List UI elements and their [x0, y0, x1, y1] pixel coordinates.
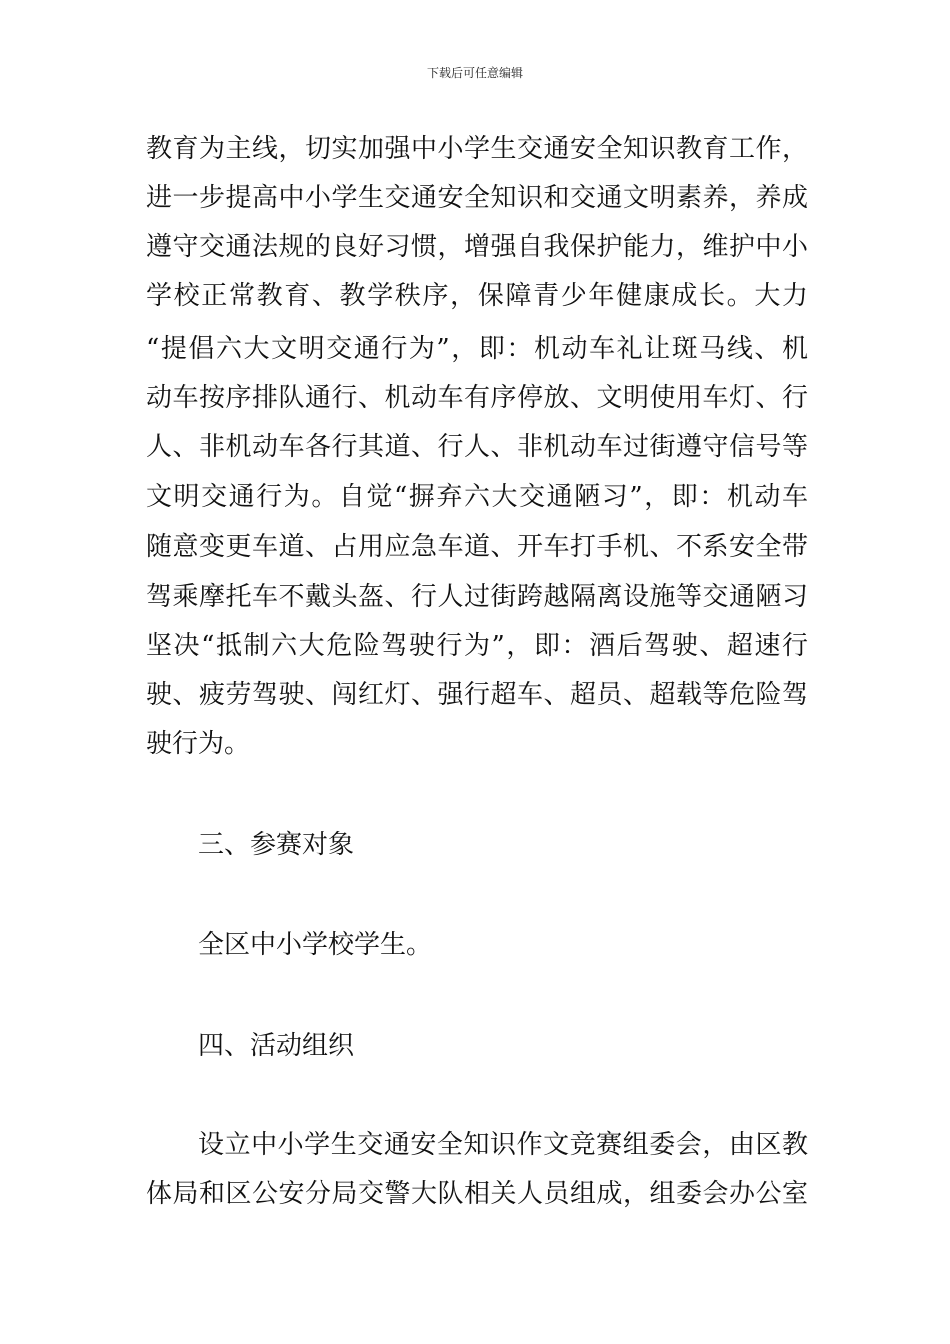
paragraph-line: 进一步提高中小学生交通安全知识和交通文明素养，养成	[146, 183, 808, 213]
organization-line: 设立中小学生交通安全知识作文竞赛组委会，由区教	[198, 1130, 808, 1160]
paragraph-line: 遵守交通法规的良好习惯，增强自我保护能力，维护中小	[146, 232, 808, 262]
paragraph-line: 坚决“抵制六大危险驾驶行为”，即：酒后驾驶、超速行	[146, 631, 808, 661]
paragraph-line: 随意变更车道、占用应急车道、开车打手机、不系安全带	[146, 532, 808, 562]
paragraph-line: 教育为主线，切实加强中小学生交通安全知识教育工作，	[146, 134, 808, 164]
paragraph-line: 人、非机动车各行其道、行人、非机动车过街遵守信号等	[146, 432, 808, 462]
paragraph-line: 驾乘摩托车不戴头盔、行人过街跨越隔离设施等交通陋习	[146, 582, 808, 612]
organization-line: 体局和区公安分局交警大队相关人员组成，组委会办公室	[146, 1179, 808, 1209]
participants-text: 全区中小学校学生。	[198, 930, 433, 960]
section-heading-organization: 四、活动组织	[198, 1031, 355, 1061]
section-heading-participants: 三、参赛对象	[198, 830, 355, 860]
page-header: 下载后可任意编辑	[426, 66, 523, 80]
paragraph-line: 动车按序排队通行、机动车有序停放、文明使用车灯、行	[146, 383, 808, 413]
paragraph-line: “提倡六大文明交通行为”，即：机动车礼让斑马线、机	[146, 334, 808, 364]
paragraph-line: 驶、疲劳驾驶、闯红灯、强行超车、超员、超载等危险驾	[146, 680, 808, 710]
paragraph-line: 学校正常教育、教学秩序，保障青少年健康成长。大力	[146, 281, 808, 311]
paragraph-line: 文明交通行为。自觉“摒弃六大交通陋习”，即：机动车	[146, 482, 808, 512]
paragraph-line: 驶行为。	[146, 729, 251, 759]
